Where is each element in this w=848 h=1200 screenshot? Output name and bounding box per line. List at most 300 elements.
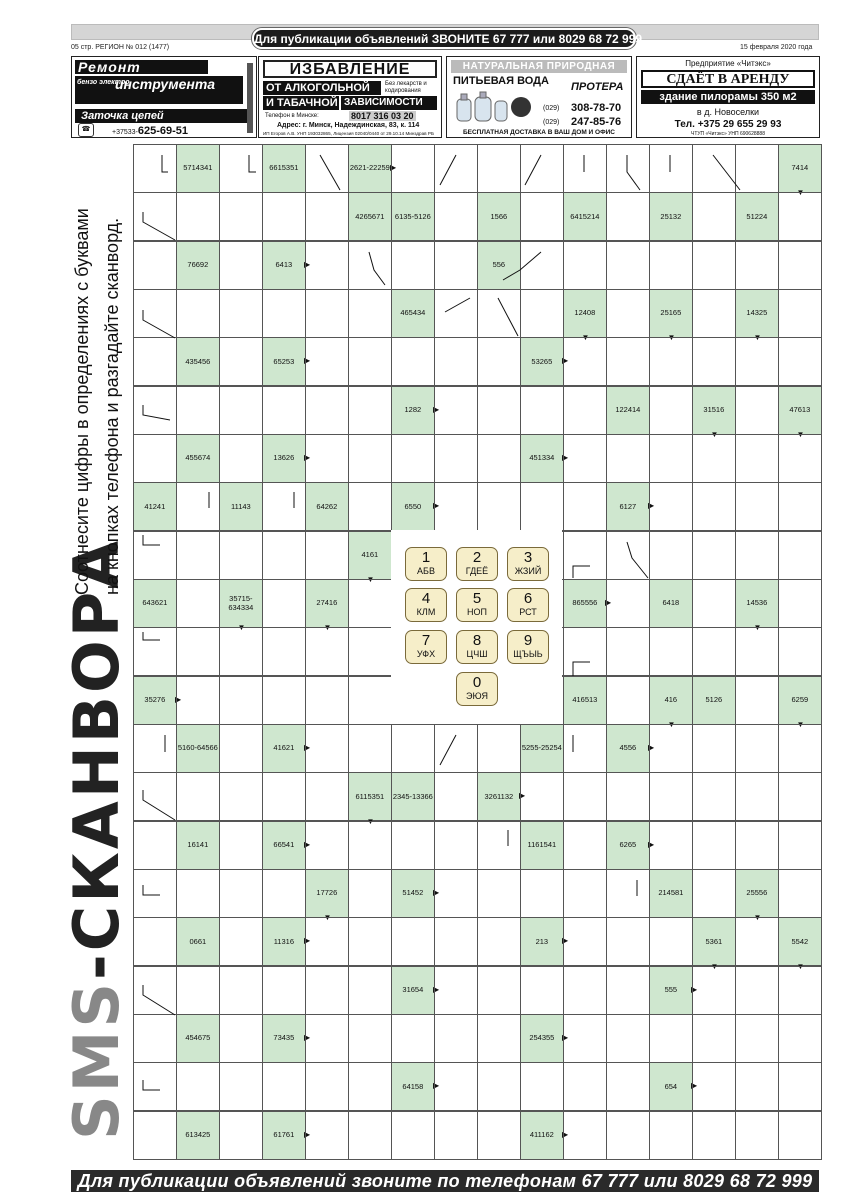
answer-cell[interactable] [692, 821, 736, 870]
answer-cell[interactable] [735, 821, 779, 870]
answer-cell[interactable] [477, 1062, 521, 1111]
answer-cell[interactable] [133, 1014, 177, 1063]
answer-cell[interactable] [735, 627, 779, 676]
clue-cell [649, 289, 693, 343]
answer-cell[interactable] [305, 1111, 349, 1160]
answer-cell[interactable] [219, 821, 263, 870]
answer-cell[interactable] [477, 917, 521, 966]
answer-cell[interactable] [305, 917, 349, 966]
answer-cell[interactable] [219, 289, 263, 338]
answer-cell[interactable] [133, 386, 177, 435]
answer-cell[interactable] [692, 531, 736, 580]
answer-cell[interactable] [692, 241, 736, 290]
answer-cell[interactable] [692, 869, 736, 918]
answer-cell[interactable] [305, 192, 349, 241]
answer-cell[interactable] [692, 1014, 736, 1063]
answer-cell[interactable] [305, 144, 349, 193]
answer-cell[interactable] [477, 386, 521, 435]
answer-cell[interactable] [348, 482, 392, 531]
answer-cell[interactable] [348, 676, 392, 725]
answer-cell[interactable] [176, 482, 220, 531]
answer-cell[interactable] [563, 531, 607, 580]
answer-cell[interactable] [434, 337, 478, 386]
answer-cell[interactable] [391, 821, 435, 870]
answer-cell[interactable] [778, 579, 822, 628]
answer-cell[interactable] [563, 337, 607, 386]
clue-text: 27416 [316, 598, 338, 608]
answer-cell[interactable] [262, 772, 306, 821]
answer-cell[interactable] [692, 192, 736, 241]
answer-cell[interactable] [434, 192, 478, 241]
answer-cell[interactable] [520, 1062, 564, 1111]
answer-cell[interactable] [391, 1111, 435, 1160]
answer-cell[interactable] [606, 1111, 650, 1160]
answer-cell[interactable] [391, 144, 435, 193]
answer-cell[interactable] [305, 337, 349, 386]
answer-cell[interactable] [778, 434, 822, 483]
answer-cell[interactable] [219, 1062, 263, 1111]
answer-cell[interactable] [176, 1062, 220, 1111]
answer-cell[interactable] [477, 289, 521, 338]
answer-cell[interactable] [477, 869, 521, 918]
answer-cell[interactable] [262, 676, 306, 725]
answer-cell[interactable] [348, 241, 392, 290]
answer-cell[interactable] [391, 434, 435, 483]
answer-cell[interactable] [606, 627, 650, 676]
answer-cell[interactable] [692, 579, 736, 628]
answer-cell[interactable] [692, 1111, 736, 1160]
answer-cell[interactable] [348, 386, 392, 435]
answer-cell[interactable] [219, 434, 263, 483]
answer-cell[interactable] [692, 627, 736, 676]
answer-cell[interactable] [219, 917, 263, 966]
answer-cell[interactable] [649, 241, 693, 290]
arrow-right-icon: ▶ [691, 1081, 698, 1091]
answer-cell[interactable] [520, 869, 564, 918]
answer-cell[interactable] [649, 531, 693, 580]
answer-cell[interactable] [305, 772, 349, 821]
answer-cell[interactable] [391, 337, 435, 386]
answer-cell[interactable] [434, 772, 478, 821]
answer-cell[interactable] [133, 241, 177, 290]
key-digit: 6 [523, 590, 533, 607]
answer-cell[interactable] [133, 869, 177, 918]
answer-cell[interactable] [348, 1062, 392, 1111]
answer-cell[interactable] [305, 386, 349, 435]
answer-cell[interactable] [434, 821, 478, 870]
answer-cell[interactable] [606, 917, 650, 966]
answer-cell[interactable] [520, 144, 564, 193]
arrow-down-icon: ▼ [667, 333, 676, 343]
answer-cell[interactable] [176, 192, 220, 241]
answer-cell[interactable] [477, 966, 521, 1015]
answer-cell[interactable] [563, 1062, 607, 1111]
clue-cell [606, 821, 655, 870]
arrow-right-icon: ▶ [562, 1033, 569, 1043]
answer-cell[interactable] [219, 676, 263, 725]
answer-cell[interactable] [778, 1111, 822, 1160]
answer-cell[interactable] [305, 627, 349, 676]
answer-cell[interactable] [692, 289, 736, 338]
answer-cell[interactable] [219, 386, 263, 435]
arrow-right-icon: ▶ [433, 501, 440, 511]
answer-cell[interactable] [735, 966, 779, 1015]
answer-cell[interactable] [606, 144, 650, 193]
clue-cell [649, 676, 693, 729]
clue-cell [778, 144, 822, 198]
answer-cell[interactable] [735, 386, 779, 435]
answer-cell[interactable] [649, 1111, 693, 1160]
answer-cell[interactable] [778, 772, 822, 821]
answer-cell[interactable] [563, 144, 607, 193]
answer-cell[interactable] [735, 1062, 779, 1111]
clue-text: 0661 [189, 936, 207, 946]
answer-cell[interactable] [778, 966, 822, 1015]
answer-cell[interactable] [391, 724, 435, 773]
answer-cell[interactable] [563, 627, 607, 676]
answer-cell[interactable] [391, 241, 435, 290]
answer-cell[interactable] [348, 337, 392, 386]
answer-cell[interactable] [391, 917, 435, 966]
answer-cell[interactable] [133, 144, 177, 193]
answer-cell[interactable] [735, 772, 779, 821]
answer-cell[interactable] [219, 966, 263, 1015]
answer-cell[interactable] [133, 192, 177, 241]
answer-cell[interactable] [348, 627, 392, 676]
answer-cell[interactable] [219, 772, 263, 821]
answer-cell[interactable] [219, 869, 263, 918]
clue-text: 51452 [402, 888, 424, 898]
answer-cell[interactable] [735, 482, 779, 531]
answer-cell[interactable] [305, 289, 349, 338]
answer-cell[interactable] [778, 531, 822, 580]
answer-cell[interactable] [348, 869, 392, 918]
answer-cell[interactable] [477, 144, 521, 193]
answer-cell[interactable] [262, 966, 306, 1015]
answer-cell[interactable] [520, 241, 564, 290]
answer-cell[interactable] [563, 1111, 607, 1160]
answer-cell[interactable] [176, 386, 220, 435]
answer-cell[interactable] [778, 1014, 822, 1063]
answer-cell[interactable] [434, 1111, 478, 1160]
arrow-down-icon: ▼ [237, 623, 246, 633]
answer-cell[interactable] [305, 434, 349, 483]
answer-cell[interactable] [778, 869, 822, 918]
answer-cell[interactable] [262, 531, 306, 580]
answer-cell[interactable] [434, 289, 478, 338]
answer-cell[interactable] [477, 821, 521, 870]
answer-cell[interactable] [692, 772, 736, 821]
answer-cell[interactable] [219, 337, 263, 386]
answer-cell[interactable] [649, 434, 693, 483]
key-digit: 1 [421, 549, 431, 566]
clue-cell [348, 531, 392, 584]
answer-cell[interactable] [305, 1062, 349, 1111]
clue-cell [262, 724, 311, 773]
answer-cell[interactable] [133, 1111, 177, 1160]
answer-cell[interactable] [477, 482, 521, 531]
answer-cell[interactable] [348, 434, 392, 483]
answer-cell[interactable] [434, 1062, 478, 1111]
answer-cell[interactable] [606, 676, 650, 725]
answer-cell[interactable] [606, 966, 650, 1015]
answer-cell[interactable] [262, 289, 306, 338]
key-digit: 9 [523, 632, 533, 649]
clue-text: 654 [664, 1081, 678, 1091]
answer-cell[interactable] [563, 917, 607, 966]
answer-cell[interactable] [219, 144, 263, 193]
answer-cell[interactable] [133, 724, 177, 773]
answer-cell[interactable] [606, 1014, 650, 1063]
clue-text: 1566 [490, 211, 508, 221]
answer-cell[interactable] [176, 627, 220, 676]
answer-cell[interactable] [735, 144, 779, 193]
answer-cell[interactable] [649, 821, 693, 870]
answer-cell[interactable] [735, 676, 779, 725]
answer-cell[interactable] [735, 434, 779, 483]
answer-cell[interactable] [692, 1062, 736, 1111]
answer-cell[interactable] [649, 144, 693, 193]
answer-cell[interactable] [305, 821, 349, 870]
clue-text: 1161541 [527, 839, 557, 849]
answer-cell[interactable] [735, 917, 779, 966]
answer-cell[interactable] [262, 192, 306, 241]
answer-cell[interactable] [520, 386, 564, 435]
answer-cell[interactable] [563, 482, 607, 531]
clue-cell [520, 917, 569, 966]
clue-text: 2621-22259 [349, 163, 390, 173]
answer-cell[interactable] [649, 917, 693, 966]
answer-cell[interactable] [434, 917, 478, 966]
answer-cell[interactable] [219, 1014, 263, 1063]
answer-cell[interactable] [649, 772, 693, 821]
answer-cell[interactable] [305, 241, 349, 290]
answer-cell[interactable] [434, 966, 478, 1015]
answer-cell[interactable] [778, 289, 822, 338]
answer-cell[interactable] [477, 724, 521, 773]
ad-rent-object: здание пилорамы 350 м2 [641, 90, 815, 104]
answer-cell[interactable] [219, 1111, 263, 1160]
answer-cell[interactable] [434, 434, 478, 483]
answer-cell[interactable] [649, 1014, 693, 1063]
clue-text: 416 [664, 694, 678, 704]
answer-cell[interactable] [348, 1014, 392, 1063]
arrow-down-icon: ▼ [323, 913, 332, 923]
answer-cell[interactable] [735, 241, 779, 290]
answer-cell[interactable] [563, 386, 607, 435]
answer-cell[interactable] [606, 289, 650, 338]
answer-cell[interactable] [434, 386, 478, 435]
answer-cell[interactable] [477, 1111, 521, 1160]
answer-cell[interactable] [563, 724, 607, 773]
answer-cell[interactable] [606, 337, 650, 386]
answer-cell[interactable] [477, 434, 521, 483]
key-digit: 7 [421, 632, 431, 649]
answer-cell[interactable] [563, 966, 607, 1015]
answer-cell[interactable] [219, 724, 263, 773]
answer-cell[interactable] [692, 434, 736, 483]
answer-cell[interactable] [133, 289, 177, 338]
clue-cell [176, 1111, 220, 1160]
answer-cell[interactable] [606, 434, 650, 483]
answer-cell[interactable] [133, 337, 177, 386]
answer-cell[interactable] [176, 869, 220, 918]
answer-cell[interactable] [348, 917, 392, 966]
clue-text: 76692 [187, 259, 209, 269]
clue-text: 31516 [703, 404, 725, 414]
answer-cell[interactable] [348, 1111, 392, 1160]
arrow-right-icon: ▶ [562, 1129, 569, 1139]
answer-cell[interactable] [563, 1014, 607, 1063]
arrow-right-icon: ▶ [562, 453, 569, 463]
answer-cell[interactable] [606, 241, 650, 290]
answer-cell[interactable] [606, 192, 650, 241]
answer-cell[interactable] [606, 579, 650, 628]
answer-cell[interactable] [735, 1014, 779, 1063]
answer-cell[interactable] [649, 386, 693, 435]
answer-cell[interactable] [176, 676, 220, 725]
clue-cell [391, 482, 440, 531]
clue-text: 64262 [316, 501, 338, 511]
answer-cell[interactable] [133, 821, 177, 870]
answer-cell[interactable] [520, 482, 564, 531]
answer-cell[interactable] [219, 627, 263, 676]
answer-cell[interactable] [477, 1014, 521, 1063]
clue-text: 16141 [187, 839, 209, 849]
keypad-key-4 [405, 588, 447, 622]
answer-cell[interactable] [348, 579, 392, 628]
answer-cell[interactable] [563, 241, 607, 290]
answer-cell[interactable] [305, 724, 349, 773]
answer-cell[interactable] [520, 772, 564, 821]
answer-cell[interactable] [692, 482, 736, 531]
answer-cell[interactable] [778, 1062, 822, 1111]
answer-cell[interactable] [219, 531, 263, 580]
arrow-right-icon: ▶ [691, 984, 698, 994]
answer-cell[interactable] [692, 337, 736, 386]
ad-addiction-title: ИЗБАВЛЕНИЕ [263, 60, 437, 78]
scanword-title-sms: SMS [60, 979, 133, 1140]
answer-cell[interactable] [434, 724, 478, 773]
answer-cell[interactable] [692, 144, 736, 193]
ad-repair-main: инструмента [115, 76, 216, 92]
answer-cell[interactable] [778, 821, 822, 870]
answer-cell[interactable] [563, 772, 607, 821]
answer-cell[interactable] [305, 1014, 349, 1063]
keypad-key-9 [507, 630, 549, 664]
answer-cell[interactable] [133, 917, 177, 966]
answer-cell[interactable] [563, 821, 607, 870]
answer-cell[interactable] [649, 337, 693, 386]
answer-cell[interactable] [735, 724, 779, 773]
answer-cell[interactable] [133, 966, 177, 1015]
answer-cell[interactable] [649, 724, 693, 773]
answer-cell[interactable] [520, 966, 564, 1015]
answer-cell[interactable] [735, 1111, 779, 1160]
answer-cell[interactable] [305, 966, 349, 1015]
answer-cell[interactable] [262, 579, 306, 628]
answer-cell[interactable] [176, 531, 220, 580]
answer-cell[interactable] [133, 531, 177, 580]
answer-cell[interactable] [434, 482, 478, 531]
answer-cell[interactable] [778, 627, 822, 676]
answer-cell[interactable] [778, 482, 822, 531]
answer-cell[interactable] [606, 772, 650, 821]
answer-cell[interactable] [305, 531, 349, 580]
answer-cell[interactable] [176, 772, 220, 821]
answer-cell[interactable] [434, 241, 478, 290]
answer-cell[interactable] [563, 869, 607, 918]
answer-cell[interactable] [262, 869, 306, 918]
answer-cell[interactable] [778, 337, 822, 386]
answer-cell[interactable] [133, 772, 177, 821]
clue-text: 47613 [789, 404, 811, 414]
answer-cell[interactable] [176, 966, 220, 1015]
answer-cell[interactable] [391, 1014, 435, 1063]
answer-cell[interactable] [606, 1062, 650, 1111]
answer-cell[interactable] [262, 482, 306, 531]
answer-cell[interactable] [434, 1014, 478, 1063]
clue-text: 25132 [660, 211, 682, 221]
answer-cell[interactable] [778, 724, 822, 773]
answer-cell[interactable] [305, 676, 349, 725]
clue-text: 51224 [746, 211, 768, 221]
answer-cell[interactable] [692, 966, 736, 1015]
ad-repair-side-strip [247, 63, 253, 133]
answer-cell[interactable] [477, 337, 521, 386]
answer-cell[interactable] [735, 531, 779, 580]
arrow-right-icon: ▶ [304, 1033, 311, 1043]
answer-cell[interactable] [219, 192, 263, 241]
answer-cell[interactable] [348, 289, 392, 338]
answer-cell[interactable] [649, 482, 693, 531]
answer-cell[interactable] [434, 869, 478, 918]
answer-cell[interactable] [649, 627, 693, 676]
answer-cell[interactable] [735, 337, 779, 386]
ad-rent-legal: ЧТУП «Читэкс» УНП 690628888 [690, 131, 765, 137]
answer-cell[interactable] [434, 144, 478, 193]
arrow-right-icon: ▶ [648, 501, 655, 511]
answer-cell[interactable] [520, 192, 564, 241]
answer-cell[interactable] [348, 724, 392, 773]
clue-cell [219, 482, 263, 531]
answer-cell[interactable] [778, 192, 822, 241]
answer-cell[interactable] [606, 531, 650, 580]
clue-cell [649, 1062, 698, 1111]
answer-cell[interactable] [692, 724, 736, 773]
answer-cell[interactable] [133, 1062, 177, 1111]
answer-cell[interactable] [520, 289, 564, 338]
answer-cell[interactable] [348, 966, 392, 1015]
clue-text: 6265 [619, 839, 637, 849]
answer-cell[interactable] [348, 821, 392, 870]
answer-cell[interactable] [778, 241, 822, 290]
answer-cell[interactable] [133, 627, 177, 676]
answer-cell[interactable] [133, 434, 177, 483]
clue-text: 14325 [746, 308, 768, 318]
answer-cell[interactable] [262, 1062, 306, 1111]
answer-cell[interactable] [262, 386, 306, 435]
answer-cell[interactable] [176, 289, 220, 338]
answer-cell[interactable] [606, 869, 650, 918]
keypad-key-0 [456, 672, 498, 706]
answer-cell[interactable] [262, 627, 306, 676]
ad-water [446, 56, 632, 138]
arrow-right-icon: ▶ [304, 259, 311, 269]
answer-cell[interactable] [176, 579, 220, 628]
answer-cell[interactable] [219, 241, 263, 290]
answer-cell[interactable] [563, 434, 607, 483]
